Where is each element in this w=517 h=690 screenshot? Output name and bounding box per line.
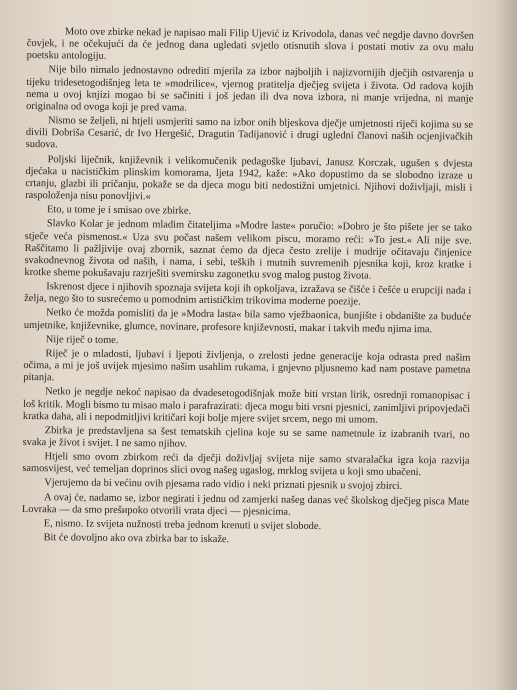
paragraph: Nismo se željeli, ni htjeli usmjeriti samo na izbor onih bljeskova dječje umjetnosti riječi kojima su se divili Dobriša Cesarić, dr Ivo Hergešić, Dragutin Tadijanović i drugi ugledni članovi naših ocjenjivačkih sudova.	[25, 115, 474, 151]
paragraph: Zbirka je predstavljena sa šest tematskih cjelina koje su se same nametnule iz izabranih tvari, no svaka je život i svijet. I ne samo njihov.	[22, 425, 470, 450]
paragraph: Bit će dovoljno ako ova zbirka bar to iskaže.	[43, 532, 230, 546]
paragraph: Slavko Kolar je jednom mladim čitateljima »Modre laste« poručio: »Dobro je što pišete jer se tako stječe veća pismenost.« Uza svu počast našem velikom piscu, moramo reći: »To jest.« Ali nije sve. Raščitamo li pažljivije ovaj zbornik, saznat ćemo da djeca često zrelije i mudrije očitavaju činjenice svakodnevnog života od naših, i nama, i sebi, teških i mutnih suvremenih pjesnika koji, kroz kratke i krotke sheme pokušavaju razrješiti svemirsku zagonetku svog malog pustog života.	[24, 218, 472, 282]
paragraph: Eto, u tome je i smisao ove zbirke.	[47, 204, 192, 217]
paragraph: Riječ je o mladosti, ljubavi i ljepoti življenja, o zrelosti jedne generacije koja odrasta pred našim očima, a mi je još uvijek mjesimo našim usahlim rukama, i gnjevno pljusnemo kad nam postave pametna pitanja.	[23, 348, 471, 384]
paragraph: Iskrenost djece i njihovih spoznaja svijeta koji ih opkoljava, izražava se čišće i češće u erupciji nada i želja, nego što to susrećemo u pomodnim artističkim trikovima moderne poezije.	[24, 281, 472, 308]
foreword-text	[22, 26, 474, 551]
paragraph: E, nismo. Iz svijeta nužnosti treba jednom krenuti u svijet slobode.	[43, 518, 322, 533]
paragraph: Netko je negdje nekoć napisao da dvadesetogodišnjak može biti vrstan lirik, osrednji romanopisac i loš kritik. Mogli bismo tu misao malo i parafrazirati: djeca mogu biti vrsni pjesnici, zanimljivi pripovjedači kratka daha, ali i nepodmitljivi kritičari koji bolje mjere svijet srcem, nego mi umom.	[22, 386, 471, 426]
page-fold-shadow	[495, 0, 517, 690]
paragraph: Htjeli smo ovom zbirkom reći da dječji doživljaj svijeta nije samo stvaralačka igra koja razvija samosvijest, već temeljan doprinos slici ovog našeg ugaslog, mrklog svijeta u koji smo ubačeni.	[22, 451, 470, 479]
paragraph: Poljski liječnik, književnik i velikomučenik pedagoške ljubavi, Janusz Korczak, ugušen s dvjesta djećaka u nacističkim plinskim komorama, ljeta 1942, kaže: »Ako dopustimo da se slobodno izraze u crtanju, glazbi ili pričanju, pokaže se da djeca mogu biti nedostižni umjetnici. Njihovi doživljaji, misli i raspoloženja nisu ponovljivi.«	[25, 153, 473, 203]
paragraph: Netko će možda pomisliti da je »Modra lasta« bila samo vježbaonica, bunjište i obdanište za buduće umjetnike, književnike, glumce, novinare, profesore književnosti, makar i takvih među njima ima.	[23, 307, 472, 335]
paragraph: Nije riječ o tome.	[45, 333, 119, 346]
paragraph: Moto ove zbirke nekad je napisao mali Filip Ujević iz Krivodola, danas već negdje davno dovršen čovjek, i ne očekujući da će jednog dana ugledati svjetlo otisnutih slova i postati motiv za ovu malu poetsku antologiju.	[26, 26, 474, 63]
paragraph: A ovaj će, nadamo se, izbor negirati i jednu od zamjerki našeg danas već školskog dječjeg pisca Mate Lovraka — da smo prešироko otvorili vrata djeci — pjesnicima.	[21, 491, 470, 518]
paragraph: Vjerujemo da bi većinu ovih pjesama rado vidio i neki priznati pjesnik u svojoj zbirci.	[44, 477, 403, 493]
paragraph: Nije bilo nimalo jednostavno odrediti mjerila za izbor najboljih i najizvornijih dječjih ostvarenja u tijeku tridesetogodišnjeg leta te »modrilice«, vjernog pratitelja dječjeg svijeta i života. Od radova kojih nema u ovoj knjizi mogao bi se sačiniti i još jedan ili dva nova izbora, ni manje vrijedna, ni manje originalna od ovoga koji je pred vama.	[26, 64, 474, 114]
